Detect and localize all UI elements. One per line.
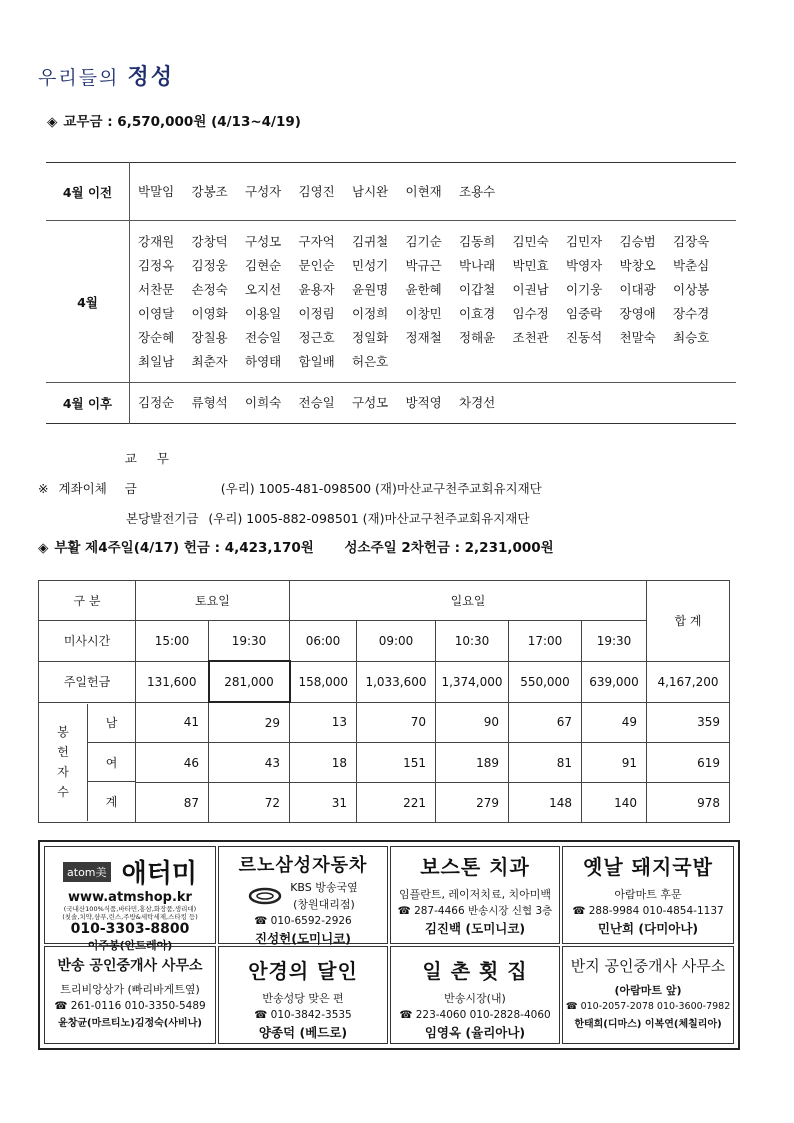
donor-label: 4월 이전	[46, 163, 130, 221]
donor-name: 김정옥	[138, 257, 175, 273]
count-total: 619	[647, 743, 730, 783]
donor-name: 이갑철	[459, 281, 496, 297]
donor-name: 구성모	[245, 233, 282, 249]
cash-value: 281,000	[209, 661, 290, 702]
offering-table	[38, 580, 730, 823]
donor-name: 구성자	[245, 183, 282, 199]
donor-name: 장수경	[673, 305, 710, 321]
cash-value: 1,374,000	[436, 661, 509, 702]
donor-name: 정일화	[352, 329, 389, 345]
ad-atomy: atom美 애터미 www.atmshop.kr (국내산100%식품,바타민,홍삼,화장품,생리대) (칫솔,치약,샴푸,린스,주방&세탁세제,스타킹 등) 010-3303-8800 이주봉(안드레아)	[44, 846, 216, 944]
mass-time: 19:30	[209, 621, 290, 662]
people-label: 봉 헌 자 수	[39, 704, 88, 821]
count-value: 87	[136, 783, 209, 823]
donor-name: 허은호	[352, 353, 389, 369]
donor-name: 최춘자	[191, 353, 228, 369]
cash-value: 550,000	[509, 661, 582, 702]
offering-heading: ◈ 부활 제4주일(4/17) 헌금 : 4,423,170원 성소주일 2차헌금 : 2,231,000원	[38, 540, 554, 556]
ads-section	[38, 840, 740, 1050]
category-header: 구 분	[39, 581, 136, 621]
donor-name: 김민자	[566, 233, 603, 249]
donor-name: 함일배	[298, 353, 335, 369]
donor-name: 최승호	[673, 329, 710, 345]
cash-value: 1,033,600	[357, 661, 436, 702]
donor-names	[130, 383, 737, 424]
dues-heading: ◈ 교무금 : 6,570,000원 (4/13~4/19)	[47, 114, 301, 130]
count-value: 90	[436, 702, 509, 743]
donor-names	[130, 163, 737, 221]
donor-name: 전승일	[245, 329, 282, 345]
donor-name: 박민효	[512, 257, 549, 273]
count-value: 91	[582, 743, 647, 783]
donor-name: 김승범	[619, 233, 656, 249]
donor-name: 임중락	[566, 305, 603, 321]
count-value: 70	[357, 702, 436, 743]
donor-name: 윤원명	[352, 281, 389, 297]
donor-row-april	[46, 221, 736, 383]
donor-name: 이현재	[405, 183, 442, 199]
donor-name: 김귀철	[352, 233, 389, 249]
donor-name: 이희숙	[245, 395, 282, 410]
count-value: 29	[209, 702, 290, 743]
count-value: 189	[436, 743, 509, 783]
donor-name: 강창덕	[191, 233, 228, 249]
donor-table	[46, 162, 736, 424]
donor-name: 박영자	[566, 257, 603, 273]
mass-time: 09:00	[357, 621, 436, 662]
ad-banji-realty: 반지 공인중개사 사무소 (아람마트 앞) ☎ 010-2057-2078 010-3600-7982 한태희(디마스) 이복연(체칠리아)	[562, 946, 734, 1044]
offering-header-row	[39, 581, 730, 621]
account-dues: (우리) 1005-481-098500 (재)마산교구천주교회유지재단	[220, 481, 542, 496]
donor-name: 이대광	[619, 281, 656, 297]
donor-name: 방적영	[405, 395, 442, 410]
mass-time: 10:30	[436, 621, 509, 662]
donor-name: 이기웅	[566, 281, 603, 297]
donor-name: 정재철	[405, 329, 442, 345]
donor-name: 김정순	[138, 395, 175, 410]
mass-time: 06:00	[290, 621, 357, 662]
donor-name: 류형석	[191, 395, 228, 410]
mass-time: 15:00	[136, 621, 209, 662]
count-total: 978	[647, 783, 730, 823]
mass-time-row	[39, 621, 730, 662]
count-value: 72	[209, 783, 290, 823]
donor-name: 조천관	[512, 329, 549, 345]
count-value: 31	[290, 783, 357, 823]
count-value: 151	[357, 743, 436, 783]
gender-male: 남	[88, 704, 135, 743]
cash-label: 주일헌금	[39, 661, 136, 702]
donor-name: 민성기	[352, 257, 389, 273]
atomy-logo: atom美	[63, 862, 111, 882]
total-header: 합 계	[647, 581, 730, 662]
donor-name: 이권남	[512, 281, 549, 297]
mass-time-label: 미사시간	[39, 621, 136, 662]
donor-name: 진동석	[566, 329, 603, 345]
count-value: 13	[290, 702, 357, 743]
count-value: 221	[357, 783, 436, 823]
donor-name: 강재원	[138, 233, 175, 249]
donor-name: 조용수	[459, 183, 496, 199]
people-row-male	[39, 702, 730, 743]
car-logo-icon	[248, 887, 282, 905]
donor-name: 전승일	[298, 395, 335, 410]
account-fund: (우리) 1005-882-098501 (재)마산교구천주교회유지재단	[208, 511, 530, 526]
donor-name: 하영태	[245, 353, 282, 369]
donor-name: 차경선	[459, 395, 496, 410]
donor-name: 김영진	[298, 183, 335, 199]
cash-row	[39, 661, 730, 702]
donor-name: 구성모	[352, 395, 389, 410]
donor-name: 천말숙	[619, 329, 656, 345]
donor-row-after	[46, 383, 736, 424]
count-value: 43	[209, 743, 290, 783]
donor-label: 4월	[46, 221, 130, 383]
people-row-sum	[39, 783, 730, 823]
ad-bansong-realty: 반송 공인중개사 사무소 트리비앙상가 (빠리바게트옆) ☎ 261-0116 010-3350-5489 윤창균(마르티노)김정숙(사비나)	[44, 946, 216, 1044]
donor-name: 이영달	[138, 305, 175, 321]
donor-name: 이효경	[459, 305, 496, 321]
gender-female: 여	[88, 743, 135, 782]
people-row-female	[39, 743, 730, 783]
count-value: 81	[509, 743, 582, 783]
donor-name: 박나래	[459, 257, 496, 273]
page-title: 우리들의 정성	[38, 64, 174, 90]
donor-name: 최일남	[138, 353, 175, 369]
donor-name: 장순혜	[138, 329, 175, 345]
donor-names	[130, 221, 737, 383]
donor-name: 이정림	[298, 305, 335, 321]
donor-name: 손정숙	[191, 281, 228, 297]
donor-label: 4월 이후	[46, 383, 130, 424]
donor-name: 김정웅	[191, 257, 228, 273]
ad-glasses: 안경의 달인 반송성당 맞은 편 ☎ 010-3842-3535 양종덕 (베드로)	[218, 946, 388, 1044]
donor-name: 김장욱	[673, 233, 710, 249]
donor-name: 남시완	[352, 183, 389, 199]
donor-name: 김민숙	[512, 233, 549, 249]
gender-sum: 계	[105, 795, 118, 810]
people-label-cell	[39, 702, 136, 823]
donor-name: 강봉조	[191, 183, 228, 199]
count-value: 148	[509, 783, 582, 823]
donor-name: 장칠용	[191, 329, 228, 345]
sunday-header: 일요일	[290, 581, 647, 621]
count-value: 140	[582, 783, 647, 823]
donor-name: 장영애	[619, 305, 656, 321]
transfer-info: ※ 계좌이체 교 무 금 (우리) 1005-481-098500 (재)마산교구천주교회유지재단 본당발전기금 (우리) 1005-882-098501 (재)마산교구천주교회유지재단	[38, 451, 542, 526]
count-value: 41	[136, 702, 209, 743]
donor-name: 오지선	[245, 281, 282, 297]
donor-name: 박말임	[138, 183, 175, 199]
count-value: 46	[136, 743, 209, 783]
donor-name: 윤한혜	[405, 281, 442, 297]
cash-value: 131,600	[136, 661, 209, 702]
donor-row-before	[46, 163, 736, 221]
count-value: 18	[290, 743, 357, 783]
donor-name: 서찬문	[138, 281, 175, 297]
donor-name: 김기순	[405, 233, 442, 249]
donor-name: 김동희	[459, 233, 496, 249]
donor-name: 이정희	[352, 305, 389, 321]
ad-boston-dental: 보스톤 치과 임플란트, 레이저치료, 치아미백 ☎ 287-4466 반송시장 신협 3층 김진백 (도미니코)	[390, 846, 560, 944]
donor-name: 박창오	[619, 257, 656, 273]
ad-gukbap: 옛날 돼지국밥 아람마트 후문 ☎ 288-9984 010-4854-1137 민난희 (다미아나)	[562, 846, 734, 944]
mass-time: 19:30	[582, 621, 647, 662]
count-total: 359	[647, 702, 730, 743]
donor-name: 문인순	[298, 257, 335, 273]
donor-name: 정해윤	[459, 329, 496, 345]
donor-name: 이창민	[405, 305, 442, 321]
ad-sashimi: 일 촌 횟 집 반송시장(내) ☎ 223-4060 010-2828-4060 임영옥 (율리아나)	[390, 946, 560, 1044]
donor-name: 이용일	[245, 305, 282, 321]
donor-name: 윤용자	[298, 281, 335, 297]
count-value: 49	[582, 702, 647, 743]
donor-name: 이영화	[191, 305, 228, 321]
mass-time: 17:00	[509, 621, 582, 662]
count-value: 67	[509, 702, 582, 743]
donor-name: 구자억	[298, 233, 335, 249]
donor-name: 이상봉	[673, 281, 710, 297]
donor-name: 정근호	[298, 329, 335, 345]
count-value: 279	[436, 783, 509, 823]
cash-value: 158,000	[290, 661, 357, 702]
ad-renault: 르노삼성자동차 KBS 방송국옆 (창원대리점) ☎ 010-6592-2926 진성헌(도미니코)	[218, 846, 388, 944]
cash-total: 4,167,200	[647, 661, 730, 702]
cash-value: 639,000	[582, 661, 647, 702]
donor-name: 박규근	[405, 257, 442, 273]
saturday-header: 토요일	[136, 581, 290, 621]
donor-name: 김현순	[245, 257, 282, 273]
donor-name: 임수정	[512, 305, 549, 321]
donor-name: 박춘심	[673, 257, 710, 273]
